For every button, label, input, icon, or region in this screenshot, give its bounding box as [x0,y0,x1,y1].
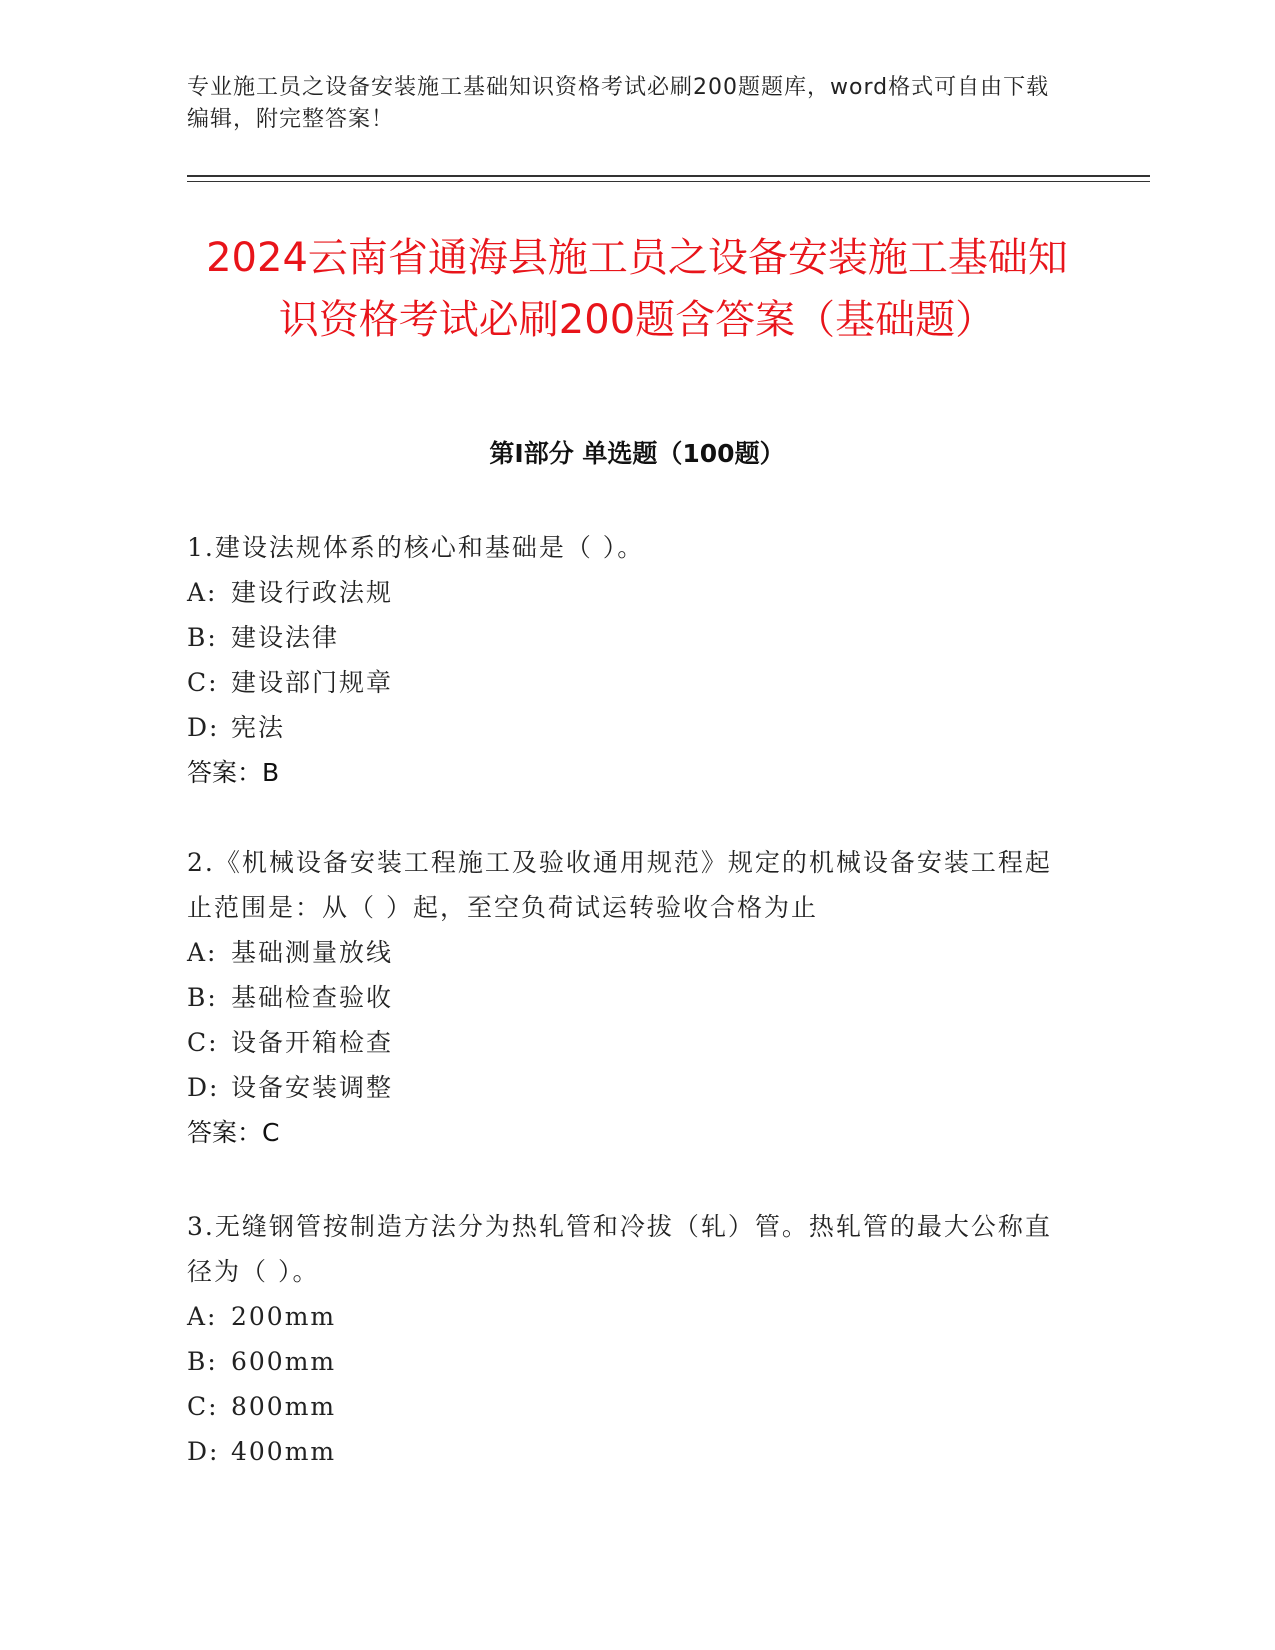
header-note: 专业施工员之设备安装施工基础知识资格考试必刷200题题库，word格式可自由下载编辑，附完整答案！ [187,75,1050,132]
option-c [187,1384,1067,1429]
option-key: A: [187,578,218,607]
option-a [187,570,1067,615]
question-text: 3.无缝钢管按制造方法分为热轧管和冷拔（轧）管。热轧管的最大公称直径为（ ）。 [187,1212,1052,1286]
answer-line: 答案：C [187,1118,280,1147]
option-key: C: [187,668,219,697]
question-2 [187,840,1067,1155]
option-text: 建设行政法规 [231,578,394,607]
option-key: B: [187,1347,218,1376]
option-a [187,1294,1067,1339]
option-d [187,705,1067,750]
option-text: 400mm [231,1437,337,1466]
option-text: 设备开箱检查 [231,1028,394,1057]
option-d [187,1429,1067,1474]
option-text: 基础测量放线 [231,938,394,967]
option-text: 600mm [231,1347,337,1376]
option-a [187,930,1067,975]
option-key: B: [187,623,218,652]
option-key: D: [187,713,220,742]
option-text: 设备安装调整 [231,1073,394,1102]
option-b [187,615,1067,660]
option-b [187,975,1067,1020]
answer-line: 答案：B [187,758,280,787]
option-key: A: [187,938,218,967]
option-key: D: [187,1437,220,1466]
document-title: 2024云南省通海县施工员之设备安装施工基础知识资格考试必刷200题含答案（基础题） [206,235,1068,343]
header-divider-thin [187,181,1150,182]
section-title: 第I部分 单选题（100题） [489,439,785,468]
option-key: A: [187,1302,218,1331]
option-c [187,1020,1067,1065]
option-text: 200mm [231,1302,337,1331]
option-c [187,660,1067,705]
option-text: 宪法 [231,713,286,742]
question-text: 1.建设法规体系的核心和基础是（ ）。 [187,533,645,562]
question-text: 2.《机械设备安装工程施工及验收通用规范》规定的机械设备安装工程起止范围是：从（ ）起，至空负荷试运转验收合格为止 [187,848,1052,922]
header-divider-thick [187,175,1150,177]
option-text: 建设部门规章 [231,668,394,697]
question-1 [187,525,1067,795]
option-key: D: [187,1073,220,1102]
option-text: 800mm [231,1392,337,1421]
option-b [187,1339,1067,1384]
option-text: 建设法律 [231,623,340,652]
option-key: C: [187,1028,219,1057]
question-3 [187,1204,1067,1474]
option-d [187,1065,1067,1110]
option-key: B: [187,983,218,1012]
option-key: C: [187,1392,219,1421]
option-text: 基础检查验收 [231,983,394,1012]
